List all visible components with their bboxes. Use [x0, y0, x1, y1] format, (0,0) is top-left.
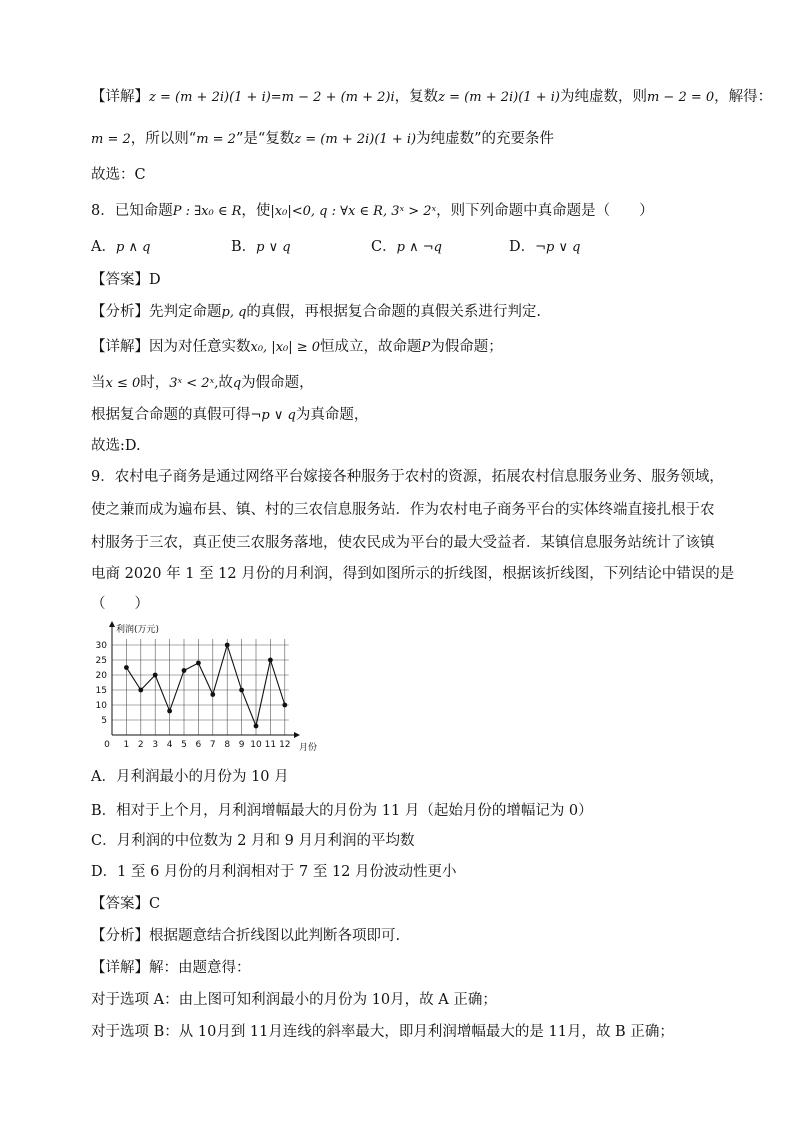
x-tick-label: 9: [238, 740, 245, 750]
data-point: [239, 688, 244, 693]
option-math: ¬p ∨ q: [535, 240, 581, 255]
q9-detail-a: 对于选项 A：由上图可知利润最小的月份为 10月，故 A 正确；: [91, 992, 497, 1008]
text-fragment: ，则下列命题中真命题是（ ）: [436, 203, 654, 219]
q9-option-d: D．1 至 6 月份的月利润相对于 7 至 12 月份波动性更小: [91, 864, 457, 880]
math-expression: z = (m + 2i)(1 + i): [294, 132, 417, 147]
x-tick-label: 2: [137, 740, 144, 750]
data-point: [124, 665, 129, 670]
q7-choice: 故选：C: [91, 167, 146, 183]
detail-label: 【详解】: [91, 960, 149, 976]
math-expression: z = (m + 2i)(1 + i)=m − 2 + (m + 2)i: [149, 90, 395, 105]
math-expression: q: [232, 376, 242, 391]
q8-option-b: [231, 237, 291, 258]
profit-line-chart: [95, 618, 335, 753]
y-tick-label: 5: [101, 716, 107, 726]
q8-option-a: [91, 237, 150, 258]
q9-stem-line: 使之兼而成为遍布县、镇、村的三农信息服务站．作为农村电子商务平台的实体终端直接扎根于农: [91, 502, 715, 518]
option-label: B．: [231, 239, 257, 255]
x-tick-label: 8: [224, 740, 231, 750]
detail-label: 【详解】: [91, 339, 149, 355]
q9-option-a: A．月利润最小的月份为 10 月: [91, 769, 289, 785]
option-math: p ∧ q: [115, 240, 151, 255]
text-fragment: 因为对任意实数: [149, 339, 251, 355]
q8-option-d: [509, 237, 580, 258]
data-point: [182, 668, 187, 673]
y-tick-label: 20: [95, 671, 107, 681]
q8-stem: [91, 201, 654, 222]
detail-intro: 解：由题意得：: [149, 960, 251, 976]
x-tick-labels: [104, 740, 290, 750]
option-math: p ∧ ¬q: [396, 240, 442, 255]
data-point: [196, 661, 201, 666]
q9-stem-line: 村服务于三农，真正使三农服务落地，使农民成为平台的最大受益者．某镇信息服务站统计了该镇: [91, 535, 715, 551]
text-fragment: 为假命题；: [430, 339, 503, 355]
data-point: [153, 673, 158, 678]
y-tick-label: 10: [95, 701, 107, 711]
q8-detail-line3: [91, 405, 368, 426]
series-layer: [124, 643, 287, 729]
q9-stem-line: 9．农村电子商务是通过网络平台嫁接各种服务于农村的资源，拓展农村信息服务业务、服务领域，: [91, 469, 724, 485]
x-tick-label: 0: [104, 740, 110, 750]
text-fragment: 先判定命题: [149, 304, 222, 320]
q8-answer: [91, 270, 161, 290]
series-line: [126, 645, 284, 726]
q9-detail-b: 对于选项 B：从 10月到 11月连线的斜率最大，即月利润增幅最大的是 11月，故 B 正确；: [91, 1024, 674, 1040]
text-fragment: ，复数: [394, 89, 439, 105]
data-point: [210, 692, 215, 697]
text-fragment: 为真命题，: [295, 407, 369, 423]
data-point: [268, 658, 273, 663]
math-expression: p, q: [221, 305, 247, 320]
option-label: D．: [509, 239, 536, 255]
y-axis-label: 利润(万元): [116, 625, 160, 635]
text-fragment: ，使: [241, 203, 271, 219]
x-tick-label: 7: [209, 740, 216, 750]
text-fragment: 当: [91, 375, 106, 391]
data-point: [225, 643, 230, 648]
q9-stem-bracket: （ ）: [91, 596, 149, 612]
text-fragment: 根据复合命题的真假可得: [91, 407, 251, 423]
q9-answer: [91, 894, 160, 914]
x-tick-label: 4: [166, 740, 173, 750]
math-expression: P: [421, 340, 431, 355]
text-fragment: ，所以则“: [130, 131, 197, 147]
analysis-label: 【分析】: [91, 304, 149, 320]
math-expression: ¬p ∨ q: [250, 408, 296, 423]
text-fragment: ，解得：: [714, 89, 773, 105]
q8-analysis: [91, 302, 541, 323]
analysis-label: 【分析】: [91, 928, 149, 944]
x-axis-label: 月份: [299, 743, 318, 753]
analysis-text: 根据题意结合折线图以此判断各项即可.: [149, 928, 401, 944]
math-expression: m = 2: [91, 132, 131, 147]
y-tick-label: 15: [95, 686, 107, 696]
x-tick-label: 3: [152, 740, 159, 750]
text-fragment: 恒成立，故命题: [320, 339, 422, 355]
q9-analysis: [91, 926, 400, 946]
option-math: p ∨ q: [256, 240, 291, 255]
data-point: [254, 724, 259, 729]
x-tick-label: 5: [181, 740, 187, 750]
math-expression: P : ∃x₀ ∈ R: [172, 204, 242, 219]
answer-label: 【答案】: [91, 896, 149, 912]
text-fragment: 为假命题，: [241, 375, 314, 391]
answer-value: D: [149, 272, 161, 288]
q9-detail: [91, 958, 251, 978]
text-fragment: ”是“复数: [235, 131, 295, 147]
data-point: [138, 688, 143, 693]
text-fragment: 为纯虚数，则: [559, 89, 647, 105]
x-tick-label: 6: [195, 740, 202, 750]
y-tick-labels: [96, 641, 108, 726]
text-fragment: 的真假，再根据复合命题的真假关系进行判定.: [246, 304, 542, 320]
x-tick-label: 11: [264, 740, 277, 750]
q8-choice: 故选:D.: [91, 438, 141, 454]
math-expression: |x₀|<0, q : ∀x ∈ R, 3ˣ > 2ˣ: [270, 204, 437, 219]
q9-stem-line: 电商 2020 年 1 至 12 月份的月利润，得到如图所示的折线图，根据该折线图，下列结论中错误的是: [91, 566, 735, 582]
q7-detail-line: [91, 87, 772, 108]
q8-detail: [91, 337, 503, 358]
question-number: 8．已知命题: [91, 203, 173, 219]
math-expression: m = 2: [196, 132, 236, 147]
q7-conclusion-line: [91, 129, 554, 150]
text-fragment: 故: [218, 375, 233, 391]
x-tick-label: 1: [123, 740, 130, 750]
q9-option-b: B．相对于上个月，月利润增幅最大的月份为 11 月（起始月份的增幅记为 0）: [91, 803, 593, 819]
math-expression: m − 2 = 0: [646, 90, 715, 105]
option-label: C．: [371, 239, 397, 255]
math-expression: x₀, |x₀| ≥ 0: [250, 340, 321, 355]
math-expression: 3ˣ < 2ˣ,: [169, 376, 219, 391]
q9-option-c: C．月利润的中位数为 2 月和 9 月月利润的平均数: [91, 833, 415, 849]
y-tick-label: 25: [95, 656, 107, 666]
answer-label: 【答案】: [91, 272, 149, 288]
q8-detail-line2: [91, 373, 314, 394]
data-point: [167, 709, 172, 714]
q8-option-c: [371, 237, 442, 258]
data-point: [282, 703, 287, 708]
text-fragment: 时，: [140, 375, 170, 391]
x-tick-label: 12: [279, 740, 291, 750]
math-expression: x ≤ 0: [105, 376, 141, 391]
text-fragment: 为纯虚数”的充要条件: [416, 131, 554, 147]
option-label: A．: [91, 239, 116, 255]
math-expression: z = (m + 2i)(1 + i): [438, 90, 560, 105]
y-tick-label: 30: [95, 641, 107, 651]
detail-label: 【详解】: [91, 89, 149, 105]
answer-value: C: [149, 896, 161, 912]
x-tick-label: 10: [250, 740, 262, 750]
